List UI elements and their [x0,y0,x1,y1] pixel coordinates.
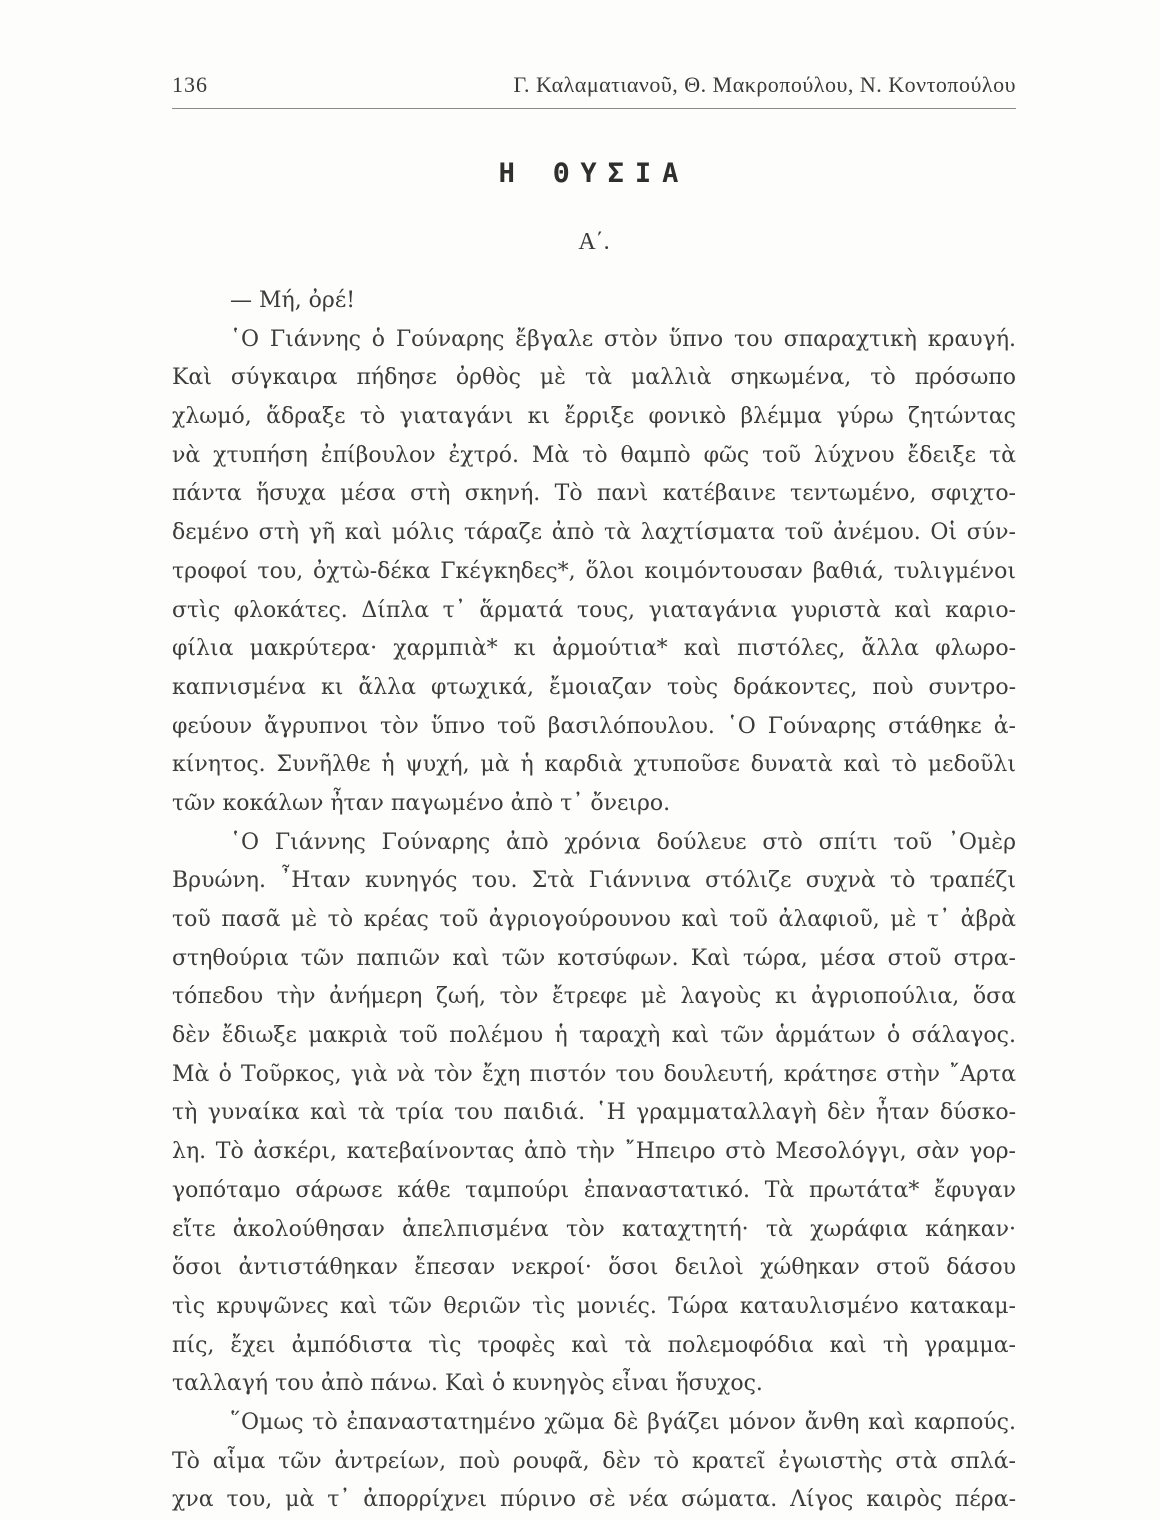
text-line: καπνισμένα κι ἄλλα φτωχικά, ἔμοιαζαν τοὺς δράκοντες, ποὺ συντρο- [172,674,1016,700]
text-line: Βρυώνη. ῏Ηταν κυνηγός του. Στὰ Γιάννινα στόλιζε συχνὰ τὸ τραπέζι [172,868,1016,894]
text-line: δεμένο στὴ γῆ καὶ μόλις τάραζε ἀπὸ τὰ λαχτίσματα τοῦ ἀνέμου. Οἱ σύν- [172,520,1016,546]
text-line: τὶς κρυψῶνες καὶ τῶν θεριῶν τὶς μονιές. Τώρα καταυλισμένο κατακαμ- [172,1293,1016,1319]
text-line: χνα του, μὰ τ᾽ ἀπορρίχνει πύρινο σὲ νέα σώματα. Λίγος καιρὸς πέρα- [172,1487,1016,1513]
text-line: ῾Ο Γιάννης ὁ Γούναρης ἔβγαλε στὸν ὕπνο του σπαραχτικὴ κραυγή. [230,326,1016,352]
text-line: γοπόταμο σάρωσε κάθε ταμπούρι ἐπαναστατικό. Τὰ πρωτάτα* ἔφυγαν [172,1177,1016,1203]
text-line: τοῦ πασᾶ μὲ τὸ κρέας τοῦ ἀγριογούρουνου καὶ τοῦ ἀλαφιοῦ, μὲ τ᾽ ἀβρὰ [172,907,1016,932]
page-number: 136 [172,72,208,97]
text-line: τὴ γυναίκα καὶ τὰ τρία του παιδιά. ῾Η γραμματαλλαγὴ δὲν ἦταν δύσκο- [172,1100,1016,1126]
text-line: ταλλαγή του ἀπὸ πάνω. Καὶ ὁ κυνηγὸς εἶναι ἥσυχος. [172,1371,763,1397]
text-line: φεύουν ἄγρυπνοι τὸν ὕπνο τοῦ βασιλόπουλου. ῾Ο Γούναρης στάθηκε ἀ- [172,713,1016,739]
chapter-heading: Α΄. [578,229,610,255]
text-line: δὲν ἔδιωξε μακριὰ τοῦ πολέμου ἡ ταραχὴ καὶ τῶν ἁρμάτων ὁ σάλαγος. [172,1023,1016,1049]
text-line: νὰ χτυπήση ἐπίβουλον ἐχτρό. Μὰ τὸ θαμπὸ φῶς τοῦ λύχνου ἔδειξε τὰ [172,442,1016,468]
text-line: κίνητος. Συνῆλθε ἡ ψυχή, μὰ ἡ καρδιὰ χτυποῦσε δυνατὰ καὶ τὸ μεδοῦλι [172,752,1016,778]
text-line: εἴτε ἀκολούθησαν ἀπελπισμένα τὸν καταχτητή· τὰ χωράφια κάηκαν· [172,1216,1016,1242]
text-line: ὅσοι ἀντιστάθηκαν ἔπεσαν νεκροί· ὅσοι δειλοὶ χώθηκαν στοῦ δάσου [172,1255,1016,1281]
text-line: Μὰ ὁ Τοῦρκος, γιὰ νὰ τὸν ἔχη πιστόν του δουλευτή, κράτησε στὴν ῎Αρτα [172,1061,1016,1087]
text-line: ῞Ομως τὸ ἐπαναστατημένο χῶμα δὲ βγάζει μόνον ἄνθη καὶ καρπούς. [230,1409,1016,1435]
text-line: Τὸ αἷμα τῶν ἀντρείων, ποὺ ρουφᾶ, δὲν τὸ κρατεῖ ἐγωιστὴς στὰ σπλά- [172,1448,1016,1474]
body-text [172,282,1016,1520]
text-line: στὶς φλοκάτες. Δίπλα τ᾽ ἅρματά τους, γιαταγάνια γυριστὰ καὶ καριο- [172,597,1016,623]
text-line: χλωμό, ἅδραξε τὸ γιαταγάνι κι ἔρριξε φονικὸ βλέμμα γύρω ζητώντας [172,404,1016,430]
text-line: ῾Ο Γιάννης Γούναρης ἀπὸ χρόνια δούλευε στὸ σπίτι τοῦ ᾽Ομὲρ [230,829,1016,855]
text-line: Καὶ σύγκαιρα πήδησε ὀρθὸς μὲ τὰ μαλλιὰ σηκωμένα, τὸ πρόσωπο [172,365,1016,391]
text-line: τῶν κοκάλων ἦταν παγωμένο ἀπὸ τ᾽ ὄνειρο. [172,790,671,816]
running-head: Γ. Καλαματιανοῦ, Θ. Μακροπούλου, Ν. Κοντοπούλου [513,72,1016,97]
text-line: πίς, ἔχει ἀμπόδιστα τὶς τροφὲς καὶ τὰ πολεμοφόδια καὶ τὴ γραμμα- [172,1332,1016,1358]
text-line: τόπεδου τὴν ἀνήμερη ζωή, τὸν ἔτρεφε μὲ λαγοὺς κι ἀγριοπούλια, ὅσα [172,984,1016,1010]
text-line: φίλια μακρύτερα· χαρμπιὰ* κι ἀρμούτια* καὶ πιστόλες, ἄλλα φλωρο- [172,636,1016,662]
text-line: — Μή, ὀρέ! [230,288,356,313]
text-line: τροφοί του, ὀχτὼ-δέκα Γκέγκηδες*, ὅλοι κοιμόντουσαν βαθιά, τυλιγμένοι [172,558,1016,584]
story-title: Η ΘΥΣΙΑ [498,158,690,189]
text-line: πάντα ἥσυχα μέσα στὴ σκηνή. Τὸ πανὶ κατέβαινε τεντωμένο, σφιχτο- [172,481,1016,507]
page-header [172,72,1016,109]
text-line: στηθούρια τῶν παπιῶν καὶ τῶν κοτσύφων. Καὶ τώρα, μέσα στοῦ στρα- [172,945,1016,971]
text-line: λη. Τὸ ἀσκέρι, κατεβαίνοντας ἀπὸ τὴν ῎Ηπειρο στὸ Μεσολόγγι, σὰν γορ- [172,1139,1016,1165]
